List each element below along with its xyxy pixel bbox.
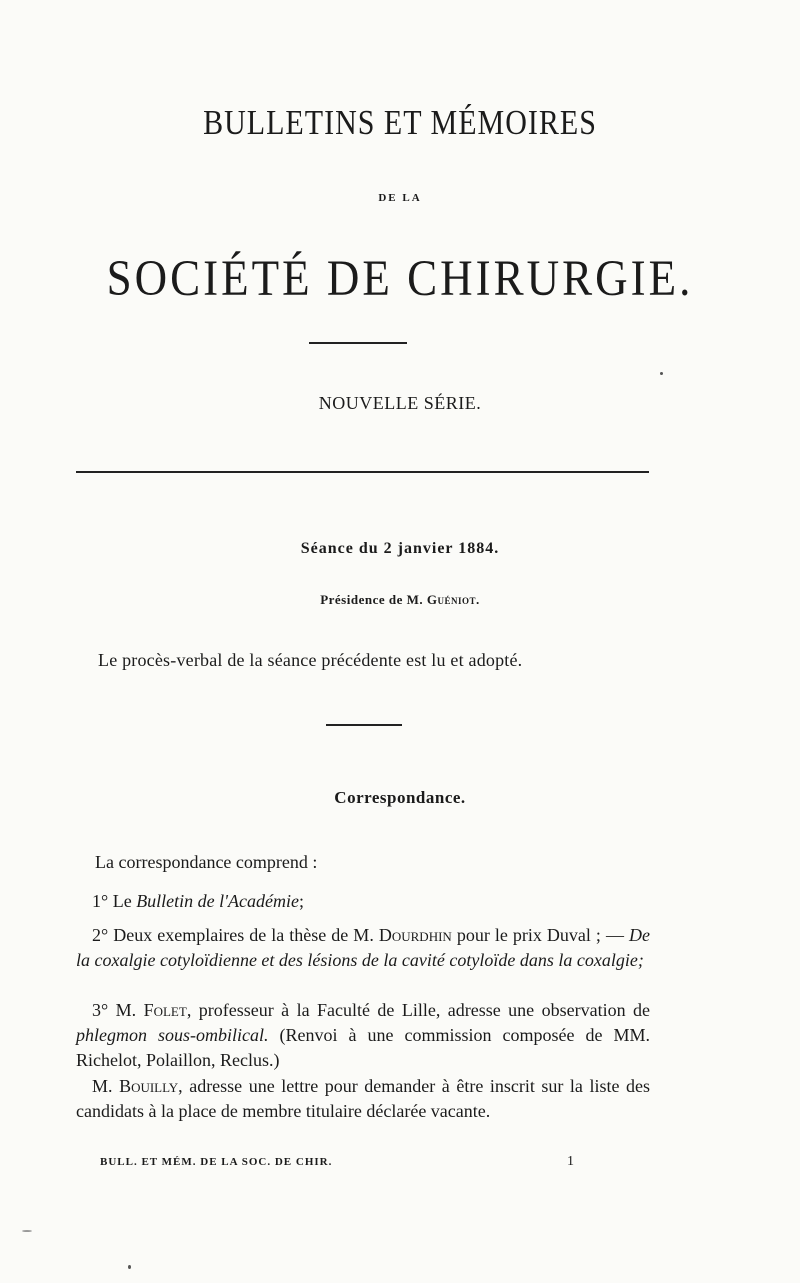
item-4-start: M.	[92, 1076, 120, 1096]
item-3-middle: , professeur à la Faculté de Lille, adresse une observation de	[186, 1000, 650, 1020]
journal-title: BULLETINS ET MÉMOIRES	[203, 104, 597, 142]
paper-speck	[128, 1265, 131, 1269]
correspondance-intro: La correspondance comprend :	[95, 852, 318, 872]
item-4-name: Bouilly	[119, 1076, 179, 1096]
item-1-italic: Bulletin de l'Académie	[136, 891, 299, 911]
section-title-correspondance: Correspondance.	[334, 788, 466, 807]
item-1-num: 1° Le	[92, 891, 137, 911]
item-3-italic: phlegmon sous-ombilical.	[76, 1025, 269, 1045]
society-name: SOCIÉTÉ DE CHIRURGIE.	[106, 250, 694, 307]
session-heading: Séance du 2 janvier 1884.	[300, 540, 500, 557]
divider-long	[76, 471, 649, 473]
item-2-name: Dourdhin	[378, 925, 452, 945]
divider-short	[309, 342, 407, 344]
page-number: 1	[567, 1154, 574, 1169]
journal-subtitle-de-la: DE LA	[378, 192, 422, 204]
correspondance-item-4	[76, 1074, 650, 1124]
item-3-rest: (Renvoi à une commission composée de MM. Richelot, Polaillon, Reclus.)	[76, 1025, 650, 1070]
series-label: NOUVELLE SÉRIE.	[318, 393, 482, 413]
item-4-rest: , adresse une lettre pour demander à être inscrit sur la liste des candidats à la place de membre titulaire déclarée vacante.	[76, 1076, 651, 1121]
item-3-name: Folet	[143, 1000, 187, 1020]
correspondance-item-1	[76, 889, 650, 914]
item-2-italic: De la coxalgie cotyloïdienne et des lésions de la cavité cotyloïde dans la coxalgie;	[76, 925, 650, 970]
correspondance-item-3	[76, 998, 650, 1073]
running-footer: BULL. ET MÉM. DE LA SOC. DE CHIR.	[100, 1156, 333, 1168]
item-2-start: 2° Deux exemplaires de la thèse de M.	[92, 925, 379, 945]
paper-speck	[660, 372, 663, 375]
presidence-line	[0, 592, 800, 608]
divider-mid	[326, 724, 402, 726]
presidence-prefix: Présidence de M.	[320, 592, 427, 607]
proces-verbal-text: Le procès-verbal de la séance précédente est lu et adopté.	[98, 650, 523, 670]
paper-speck	[22, 1230, 32, 1232]
item-2-middle: pour le prix Duval ; —	[451, 925, 629, 945]
item-3-start: 3° M.	[92, 1000, 144, 1020]
president-name: Guéniot.	[426, 592, 480, 607]
correspondance-item-2	[76, 923, 650, 973]
item-1-rest: ;	[298, 891, 304, 911]
